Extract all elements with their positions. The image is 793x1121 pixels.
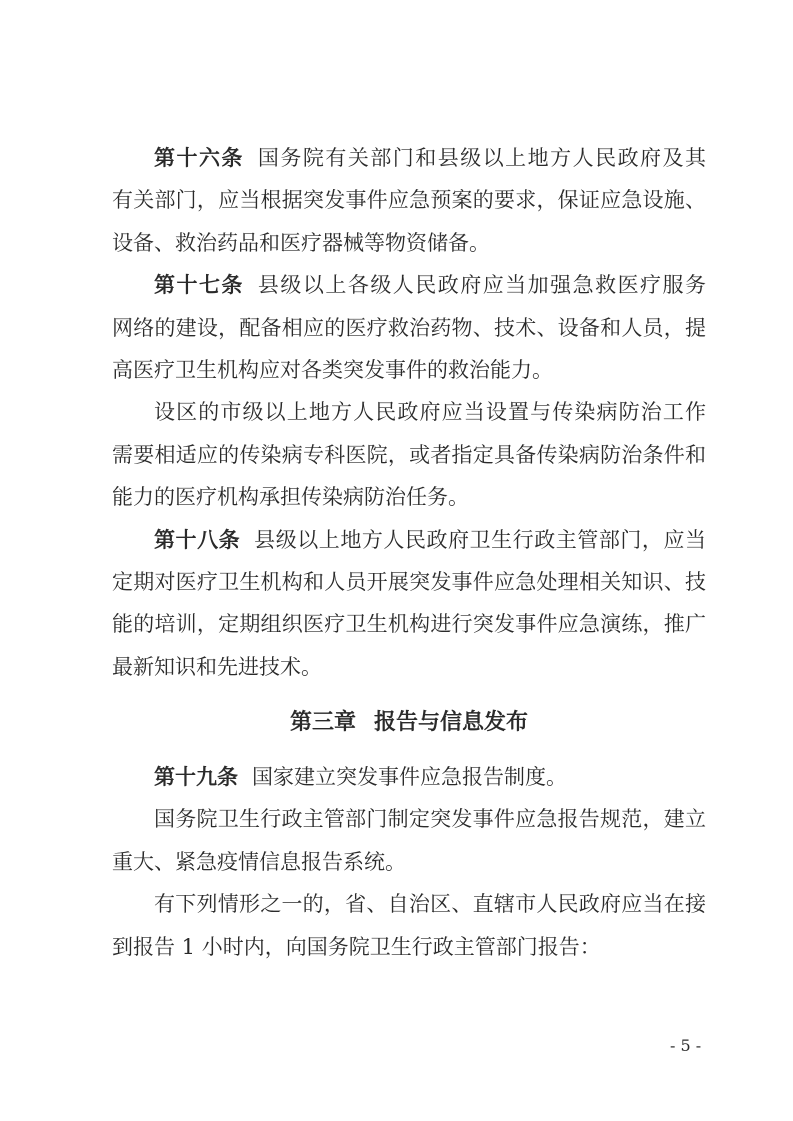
text-line — [112, 434, 706, 476]
line-text: 县级以上各级人民政府应当加强急救医疗服务 — [257, 273, 707, 298]
section-article-19 — [112, 756, 706, 968]
chapter-number: 第三章 — [289, 710, 356, 736]
page-number: - 5 - — [670, 1036, 702, 1055]
article-number: 第十六条 — [154, 146, 244, 170]
paragraph — [112, 798, 706, 883]
paragraph — [112, 391, 706, 518]
text-line — [112, 561, 706, 603]
line-text: 高医疗卫生机构应对各类突发事件的救治能力。 — [112, 357, 553, 382]
text-line — [112, 798, 706, 840]
chapter-title: 报告与信息发布 — [374, 710, 529, 736]
line-text: 能的培训，定期组织医疗卫生机构进行突发事件应急演练，推广 — [112, 612, 706, 637]
article-paragraph — [112, 756, 706, 798]
text-line — [112, 391, 706, 433]
paragraph — [112, 883, 706, 968]
text-line — [112, 137, 706, 179]
text-line — [112, 222, 706, 264]
line-text: 设备、救治药品和医疗器械等物资储备。 — [112, 230, 490, 255]
line-text: 需要相适应的传染病专科医院，或者指定具备传染病防治条件和 — [112, 442, 706, 467]
text-line — [112, 476, 706, 518]
line-text: 最新知识和先进技术。 — [112, 654, 322, 679]
article-number: 第十九条 — [154, 765, 238, 790]
line-text: 有关部门，应当根据突发事件应急预案的要求，保证应急设施、 — [112, 188, 706, 213]
line-text: 网络的建设，配备相应的医疗救治药物、技术、设备和人员，提 — [112, 315, 706, 340]
line-text: 重大、紧急疫情信息报告系统。 — [112, 849, 406, 874]
text-line — [112, 603, 706, 645]
line-text: 设区的市级以上地方人民政府应当设置与传染病防治工作 — [154, 400, 706, 425]
document-body — [112, 137, 706, 968]
line-text: 能力的医疗机构承担传染病防治任务。 — [112, 485, 469, 510]
text-line — [112, 756, 706, 798]
chapter-heading — [112, 688, 706, 756]
text-line — [112, 646, 706, 688]
line-text: 定期对医疗卫生机构和人员开展突发事件应急处理相关知识、技 — [112, 569, 706, 594]
article-paragraph — [112, 137, 706, 264]
line-text: 国务院有关部门和县级以上地方人民政府及其 — [257, 146, 707, 170]
line-text: 国务院卫生行政主管部门制定突发事件应急报告规范，建立 — [154, 807, 706, 832]
text-line — [112, 926, 706, 968]
article-paragraph — [112, 519, 706, 689]
line-text: 国家建立突发事件应急报告制度。 — [252, 765, 567, 790]
text-line — [112, 179, 706, 221]
text-line — [112, 349, 706, 391]
line-text: 县级以上地方人民政府卫生行政主管部门，应当 — [254, 527, 707, 552]
text-line — [112, 264, 706, 306]
article-paragraph — [112, 264, 706, 391]
article-number: 第十七条 — [154, 273, 244, 298]
line-text: 到报告 1 小时内，向国务院卫生行政主管部门报告： — [112, 934, 601, 959]
text-line — [112, 519, 706, 561]
text-line — [112, 841, 706, 883]
line-text: 有下列情形之一的，省、自治区、直辖市人民政府应当在接 — [154, 892, 706, 917]
text-line — [112, 883, 706, 925]
article-number: 第十八条 — [154, 527, 241, 552]
text-line — [112, 307, 706, 349]
section-articles-16-18 — [112, 137, 706, 688]
